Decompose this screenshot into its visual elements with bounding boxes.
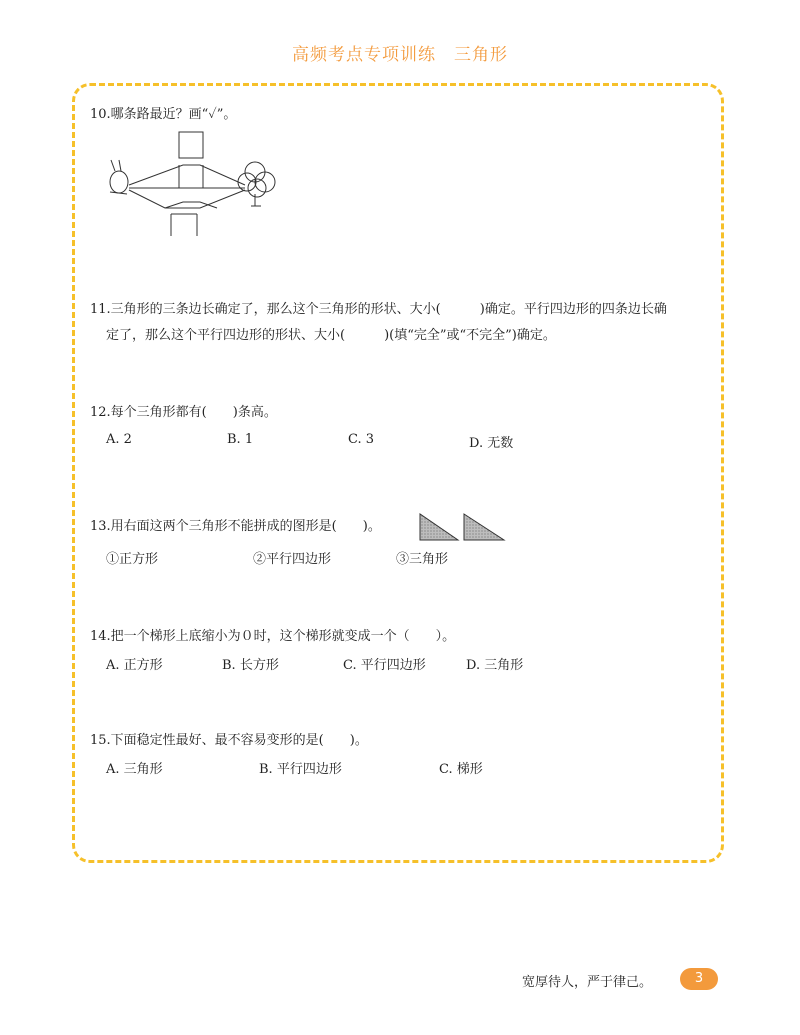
footer-motto: 宽厚待人，严于律己。 bbox=[522, 975, 653, 990]
rabbit-icon bbox=[110, 160, 128, 194]
q14-option-c[interactable]: C. 平行四边形 bbox=[343, 658, 426, 673]
q14-option-a[interactable]: A. 正方形 bbox=[106, 658, 163, 673]
page-number-badge: 3 bbox=[680, 968, 718, 990]
question-15: 15.下面稳定性最好、最不容易变形的是( )。 bbox=[90, 733, 368, 748]
question-13: 13.用右面这两个三角形不能拼成的图形是( )。 bbox=[90, 519, 381, 534]
question-11-line1: 11.三角形的三条边长确定了，那么这个三角形的形状、大小( )确定。平行四边形的四条边长确 bbox=[90, 302, 667, 317]
roads bbox=[129, 132, 245, 236]
q15-option-b[interactable]: B. 平行四边形 bbox=[259, 762, 342, 777]
q15-option-c[interactable]: C. 梯形 bbox=[439, 762, 483, 777]
q12-option-d[interactable]: D. 无数 bbox=[469, 436, 514, 451]
triangle-1 bbox=[420, 514, 458, 540]
question-11-line2: 定了，那么这个平行四边形的形状、大小( )(填“完全”或“不完全”)确定。 bbox=[106, 328, 556, 343]
q12-option-a[interactable]: A. 2 bbox=[106, 432, 132, 447]
q15-option-a[interactable]: A. 三角形 bbox=[106, 762, 163, 777]
q14-option-d[interactable]: D. 三角形 bbox=[466, 658, 524, 673]
q13-option-2[interactable]: ②平行四边形 bbox=[253, 552, 332, 567]
q13-option-3[interactable]: ③三角形 bbox=[396, 552, 449, 567]
q12-option-b[interactable]: B. 1 bbox=[227, 432, 254, 447]
page-title: 高频考点专项训练 三角形 bbox=[292, 45, 508, 65]
q13-option-1[interactable]: ①正方形 bbox=[106, 552, 159, 567]
triangle-2 bbox=[464, 514, 504, 540]
q12-option-c[interactable]: C. 3 bbox=[348, 432, 375, 447]
two-triangles-figure bbox=[418, 512, 508, 542]
path-figure bbox=[105, 130, 285, 240]
q14-option-b[interactable]: B. 长方形 bbox=[222, 658, 279, 673]
question-10: 10.哪条路最近？画“✓”。 bbox=[90, 107, 237, 122]
question-12: 12.每个三角形都有( )条高。 bbox=[90, 405, 277, 420]
question-14: 14.把一个梯形上底缩小为０时，这个梯形就变成一个（ ）。 bbox=[90, 629, 456, 644]
